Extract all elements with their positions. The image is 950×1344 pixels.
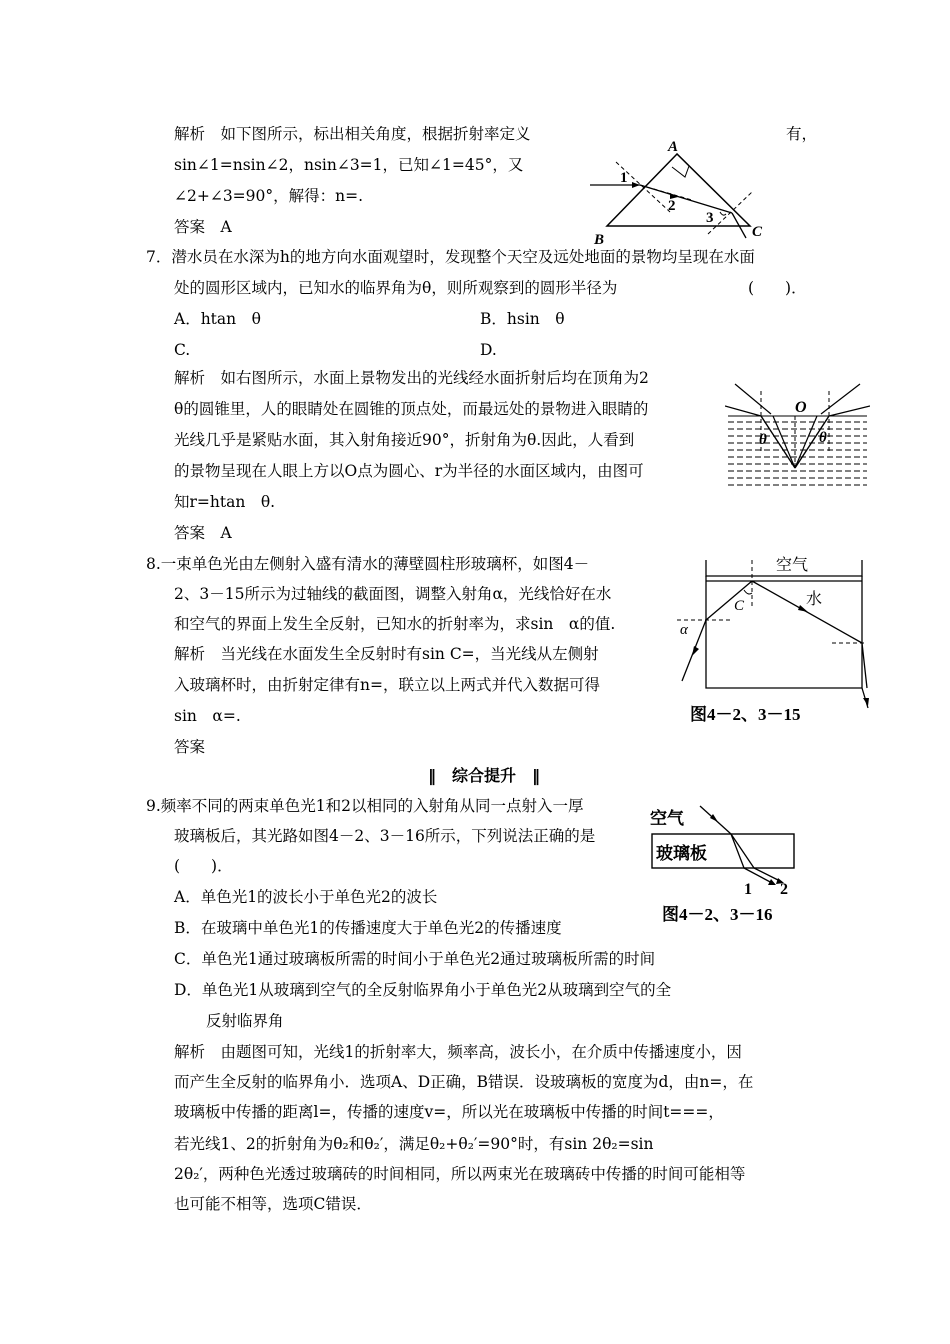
prism-figure [580, 134, 780, 246]
vertex-C: C [752, 224, 763, 240]
q9-analysis-line4: 若光线1、2的折射角为θ₂和θ₂′，满足θ₂+θ₂′=90°时，有sin 2θ₂=sin [174, 1135, 654, 1153]
figure-caption-15: 图4－2、3－15 [690, 705, 801, 724]
q8-stem-line3: 和空气的界面上发生全反射，已知水的折射率为，求sin α的值. [174, 615, 616, 633]
vertex-B: B [594, 232, 605, 246]
cup-figure [672, 548, 872, 728]
point-O: O [795, 399, 807, 416]
section-heading: ‖ 综合提升 ‖ [428, 766, 541, 785]
q7-analysis-line4: 的景物呈现在人眼上方以O点为圆心、r为半径的水面区域内，由图可 [174, 462, 644, 480]
figure-caption-16: 图4－2、3－16 [662, 905, 773, 924]
q6-analysis-line2: sin∠1=nsin∠2，nsin∠3=1，已知∠1=45°，又 [174, 156, 524, 174]
q7-option-a: A．htan θ [174, 310, 261, 328]
q9-option-d-line2: 反射临界角 [206, 1012, 284, 1030]
q9-option-a: A．单色光1的波长小于单色光2的波长 [174, 888, 438, 906]
q7-blank: ( )． [748, 279, 807, 297]
q7-analysis-line2: θ的圆锥里，人的眼睛处在圆锥的顶点处，而最远处的景物进入眼睛的 [174, 400, 649, 418]
q9-analysis-line1: 解析 由题图可知，光线1的折射率大，频率高，波长小，在介质中传播速度小，因 [174, 1043, 742, 1061]
label-air-2: 空气 [650, 809, 684, 828]
q7-option-d: D. [480, 341, 497, 359]
q6-analysis-line1-end: 有， [786, 125, 818, 143]
q8-analysis-line1: 解析 当光线在水面发生全反射时有sin C=，当光线从左侧射 [174, 645, 599, 663]
q8-stem-line1: 8.一束单色光由左侧射入盛有清水的薄壁圆柱形玻璃杯，如图4－ [146, 555, 590, 573]
label-water: 水 [806, 591, 823, 608]
q8-analysis-line2: 入玻璃杯时，由折射定律有n=，联立以上两式并代入数据可得 [174, 676, 600, 694]
glass-plate-figure [644, 800, 804, 930]
angle-1: 1 [620, 170, 628, 186]
ray-2-label: 2 [780, 881, 788, 898]
label-air: 空气 [776, 557, 809, 574]
q8-answer: 答案 [174, 738, 206, 756]
q6-analysis-line1: 解析 如下图所示，标出相关角度，根据折射率定义 [174, 125, 531, 143]
angle-2: 2 [668, 198, 676, 214]
q7-analysis-line1: 解析 如右图所示，水面上景物发出的光线经水面折射后均在顶角为2 [174, 369, 649, 387]
ray-1-label: 1 [744, 881, 752, 898]
q7-analysis-line3: 光线几乎是紧贴水面，其入射角接近90°，折射角为θ.因此，人看到 [174, 431, 635, 449]
label-glass-plate: 玻璃板 [656, 844, 707, 863]
q8-analysis-line3: sin α=. [174, 707, 241, 725]
q7-answer: 答案 A [174, 524, 232, 542]
q9-stem-line1: 9.频率不同的两束单色光1和2以相同的入射角从同一点射入一厚 [146, 797, 584, 815]
q7-option-b: B．hsin θ [480, 310, 565, 328]
theta-left: θ [759, 432, 767, 448]
q6-answer: 答案 A [174, 218, 232, 236]
q7-stem-line2: 处的圆形区域内，已知水的临界角为θ，则所观察到的圆形半径为 [174, 279, 618, 297]
q7-option-c: C. [174, 341, 191, 359]
theta-right: θ [819, 430, 827, 446]
q6-analysis-line3: ∠2+∠3=90°，解得：n=. [174, 187, 364, 205]
vertex-A: A [668, 139, 679, 155]
angle-3: 3 [706, 210, 714, 226]
q9-stem-line2: 玻璃板后，其光路如图4－2、3－16所示，下列说法正确的是 [174, 827, 596, 845]
q7-stem-line1: 7．潜水员在水深为h的地方向水面观望时，发现整个天空及远处地面的景物均呈现在水面 [146, 248, 755, 266]
q9-option-b: B．在玻璃中单色光1的传播速度大于单色光2的传播速度 [174, 919, 562, 937]
q9-option-d-line1: D．单色光1从玻璃到空气的全反射临界角小于单色光2从玻璃到空气的全 [174, 981, 672, 999]
q9-stem-line3: ( )． [174, 857, 233, 875]
q8-stem-line2: 2、3－15所示为过轴线的截面图，调整入射角α，光线恰好在水 [174, 585, 612, 603]
q9-option-c: C．单色光1通过玻璃板所需的时间小于单色光2通过玻璃板所需的时间 [174, 950, 656, 968]
q9-analysis-line5: 2θ₂′，两种色光透过玻璃砖的时间相同，所以两束光在玻璃砖中传播的时间可能相等 [174, 1165, 746, 1183]
angle-C: C [734, 598, 745, 614]
q7-analysis-line5: 知r=htan θ. [174, 493, 276, 511]
q9-analysis-line3: 玻璃板中传播的距离l=，传播的速度v=，所以光在玻璃板中传播的时间t===， [174, 1103, 724, 1121]
q9-analysis-line6: 也可能不相等，选项C错误． [174, 1195, 372, 1213]
q9-analysis-line2: 而产生全反射的临界角小．选项A、D正确，B错误．设玻璃板的宽度为d，由n=，在 [174, 1073, 754, 1091]
angle-alpha: α [680, 622, 688, 638]
cone-figure [725, 376, 870, 494]
